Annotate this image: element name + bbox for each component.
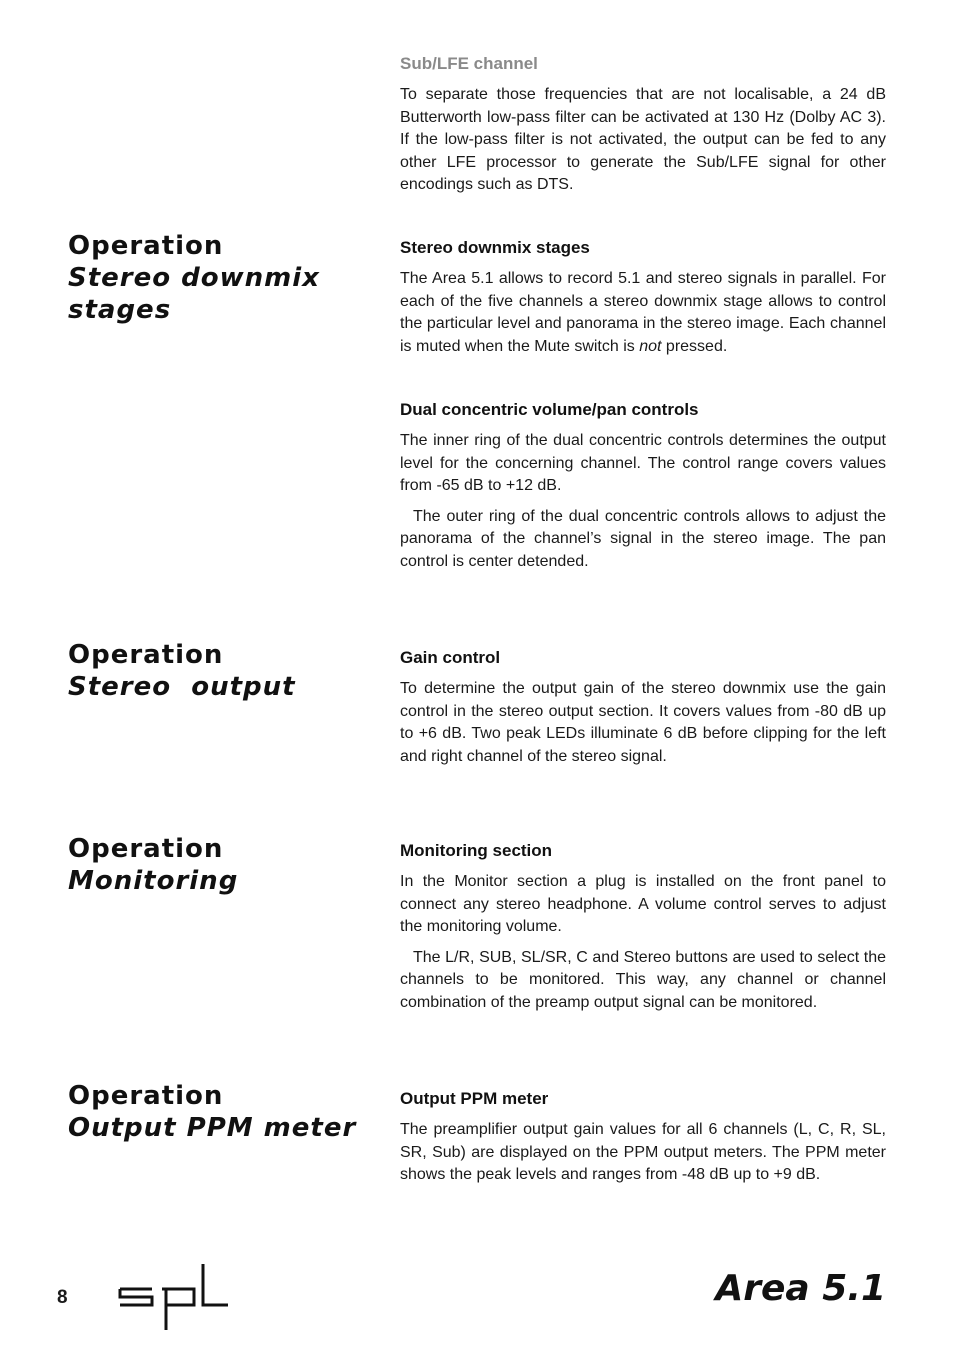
section-title-sub: Monitoring <box>68 866 239 896</box>
section-title-main: Operation <box>68 1081 224 1111</box>
sub-lfe-heading: Sub/LFE channel <box>400 54 538 73</box>
sub-lfe-paragraph: To separate those frequencies that are not localisable, a 24 dB Butterworth low-pass filter can be activated at 130 Hz (Dolby AC 3). If the low-pass filter is not activated, the output can be fed to any other LFE processor to generate the Sub/LFE signal for other encodings such as DTS. <box>400 86 886 193</box>
section-title-sub: Stereo downmix stages <box>68 263 320 325</box>
section-title-main: Operation <box>68 231 224 261</box>
section-title-main: Operation <box>68 834 224 864</box>
dual-concentric-paragraph-2: The outer ring of the dual concentric controls allows to adjust the panorama of the channel’s signal in the stereo image. The pan control is center detended. <box>400 507 886 570</box>
section-title-monitoring <box>68 833 368 897</box>
dual-concentric-heading: Dual concentric volume/pan controls <box>400 400 699 419</box>
monitoring-block <box>400 840 886 1022</box>
section-title-main: Operation <box>68 640 224 670</box>
dual-concentric-block <box>400 399 886 581</box>
section-title-downmix <box>68 230 368 326</box>
product-title: Area 5.1 <box>715 1268 886 1309</box>
monitoring-paragraph-1: In the Monitor section a plug is installed on the front panel to connect any stereo headphone. A volume control serves to adjust the monitoring volume. <box>400 873 886 935</box>
downmix-paragraph: The Area 5.1 allows to record 5.1 and stereo signals in parallel. For each of the five channels a stereo downmix stage allows to control the particular level and panorama in the stereo image. Each channel is muted when the Mute switch is not pressed. <box>400 270 886 355</box>
monitoring-paragraph-2: The L/R, SUB, SL/SR, C and Stereo buttons are used to select the channels to be monitored. This way, any channel or channel combination of the preamp output signal can be monitored. <box>400 948 886 1011</box>
gain-control-heading: Gain control <box>400 648 501 667</box>
gain-control-block <box>400 647 886 776</box>
section-title-ppm <box>68 1080 368 1144</box>
downmix-block <box>400 237 886 366</box>
section-title-sub: Output PPM meter <box>68 1113 357 1143</box>
section-title-output <box>68 639 368 703</box>
ppm-heading: Output PPM meter <box>400 1089 549 1108</box>
ppm-paragraph: The preamplifier output gain values for all 6 channels (L, C, R, SL, SR, Sub) are displayed on the PPM output meters. The PPM meter shows the peak levels and ranges from -48 dB up to +9 dB. <box>400 1121 886 1183</box>
ppm-block <box>400 1088 886 1195</box>
gain-control-paragraph: To determine the output gain of the stereo downmix use the gain control in the stereo output section. It covers values from -80 dB up to +6 dB. Two peak LEDs illuminate 6 dB before clipping for the left and right channel of the stereo signal. <box>400 680 886 765</box>
spl-logo <box>118 1262 230 1334</box>
sub-lfe-block <box>400 53 886 205</box>
dual-concentric-paragraph-1: The inner ring of the dual concentric controls determines the output level for the concerning channel. The control range covers values from -65 dB to +12 dB. <box>400 432 886 494</box>
monitoring-heading: Monitoring section <box>400 841 553 860</box>
page-number: 8 <box>57 1287 68 1308</box>
section-title-sub: Stereo output <box>68 672 296 702</box>
downmix-heading: Stereo downmix stages <box>400 238 590 257</box>
